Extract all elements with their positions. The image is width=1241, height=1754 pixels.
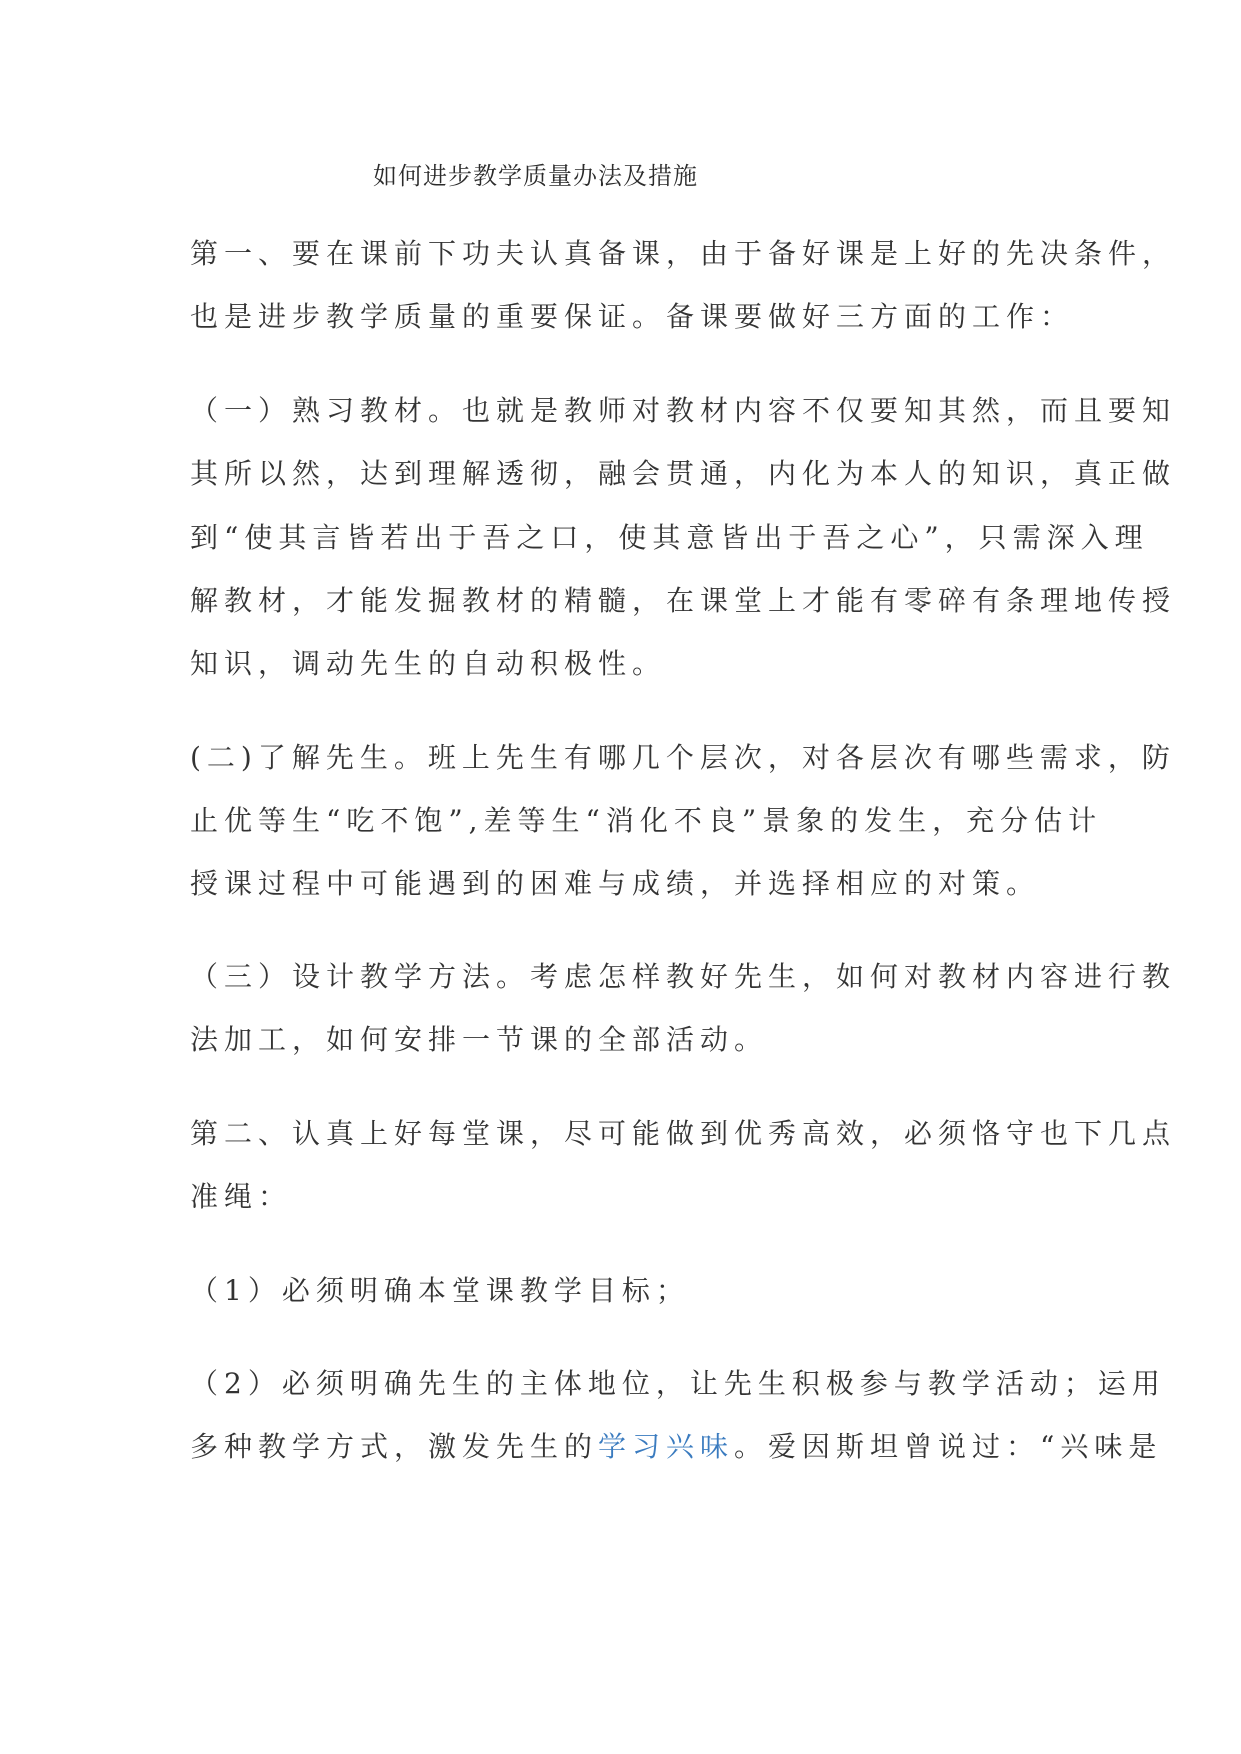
study-interest-link[interactable]: 学习兴味 — [598, 1430, 735, 1463]
paragraph-4-line-1: （三）设计教学方法。考虑怎样教好先生，如何对教材内容进行教 — [190, 960, 1177, 993]
paragraph-3-line-3: 授课过程中可能遇到的困难与成绩，并选择相应的对策。 — [190, 867, 1041, 900]
paragraph-3-line-2: 止优等生“吃不饱”,差等生“消化不良”景象的发生，充分估计 — [190, 804, 1103, 837]
paragraph-2-line-3: 到“使其言皆若出于吾之口，使其意皆出于吾之心”，只需深入理 — [190, 521, 1149, 554]
paragraph-3-line-1: (二)了解先生。班上先生有哪几个层次，对各层次有哪些需求，防 — [190, 741, 1176, 774]
paragraph-2-line-4: 解教材，才能发掘教材的精髓，在课堂上才能有零碎有条理地传授 — [190, 584, 1177, 617]
paragraph-2-line-5: 知识，调动先生的自动积极性。 — [190, 647, 667, 680]
document-title: 如何进步教学质量办法及措施 — [373, 162, 698, 190]
paragraph-7-line-1: （2）必须明确先生的主体地位，让先生积极参与教学活动；运用 — [190, 1367, 1166, 1400]
paragraph-7-line-2-text-after: 。爱因斯坦曾说过：“兴味是 — [734, 1430, 1163, 1463]
paragraph-6-line-1: （1）必须明确本堂课教学目标； — [190, 1274, 690, 1307]
paragraph-2-line-2: 其所以然，达到理解透彻，融会贯通，内化为本人的知识，真正做 — [190, 457, 1177, 490]
paragraph-4-line-2: 法加工，如何安排一节课的全部活动。 — [190, 1023, 769, 1056]
paragraph-5-line-2: 准绳： — [190, 1180, 293, 1213]
paragraph-7-line-2-text-before: 多种教学方式，激发先生的 — [190, 1430, 599, 1463]
paragraph-1-line-2: 也是进步教学质量的重要保证。备课要做好三方面的工作： — [190, 300, 1075, 333]
paragraph-5-line-1: 第二、认真上好每堂课，尽可能做到优秀高效，必须恪守也下几点 — [190, 1117, 1177, 1150]
paragraph-7-line-2 — [190, 1425, 1162, 1465]
paragraph-1-line-1: 第一、要在课前下功夫认真备课，由于备好课是上好的先决条件， — [190, 237, 1177, 270]
paragraph-2-line-1: （一）熟习教材。也就是教师对教材内容不仅要知其然，而且要知 — [190, 394, 1177, 427]
